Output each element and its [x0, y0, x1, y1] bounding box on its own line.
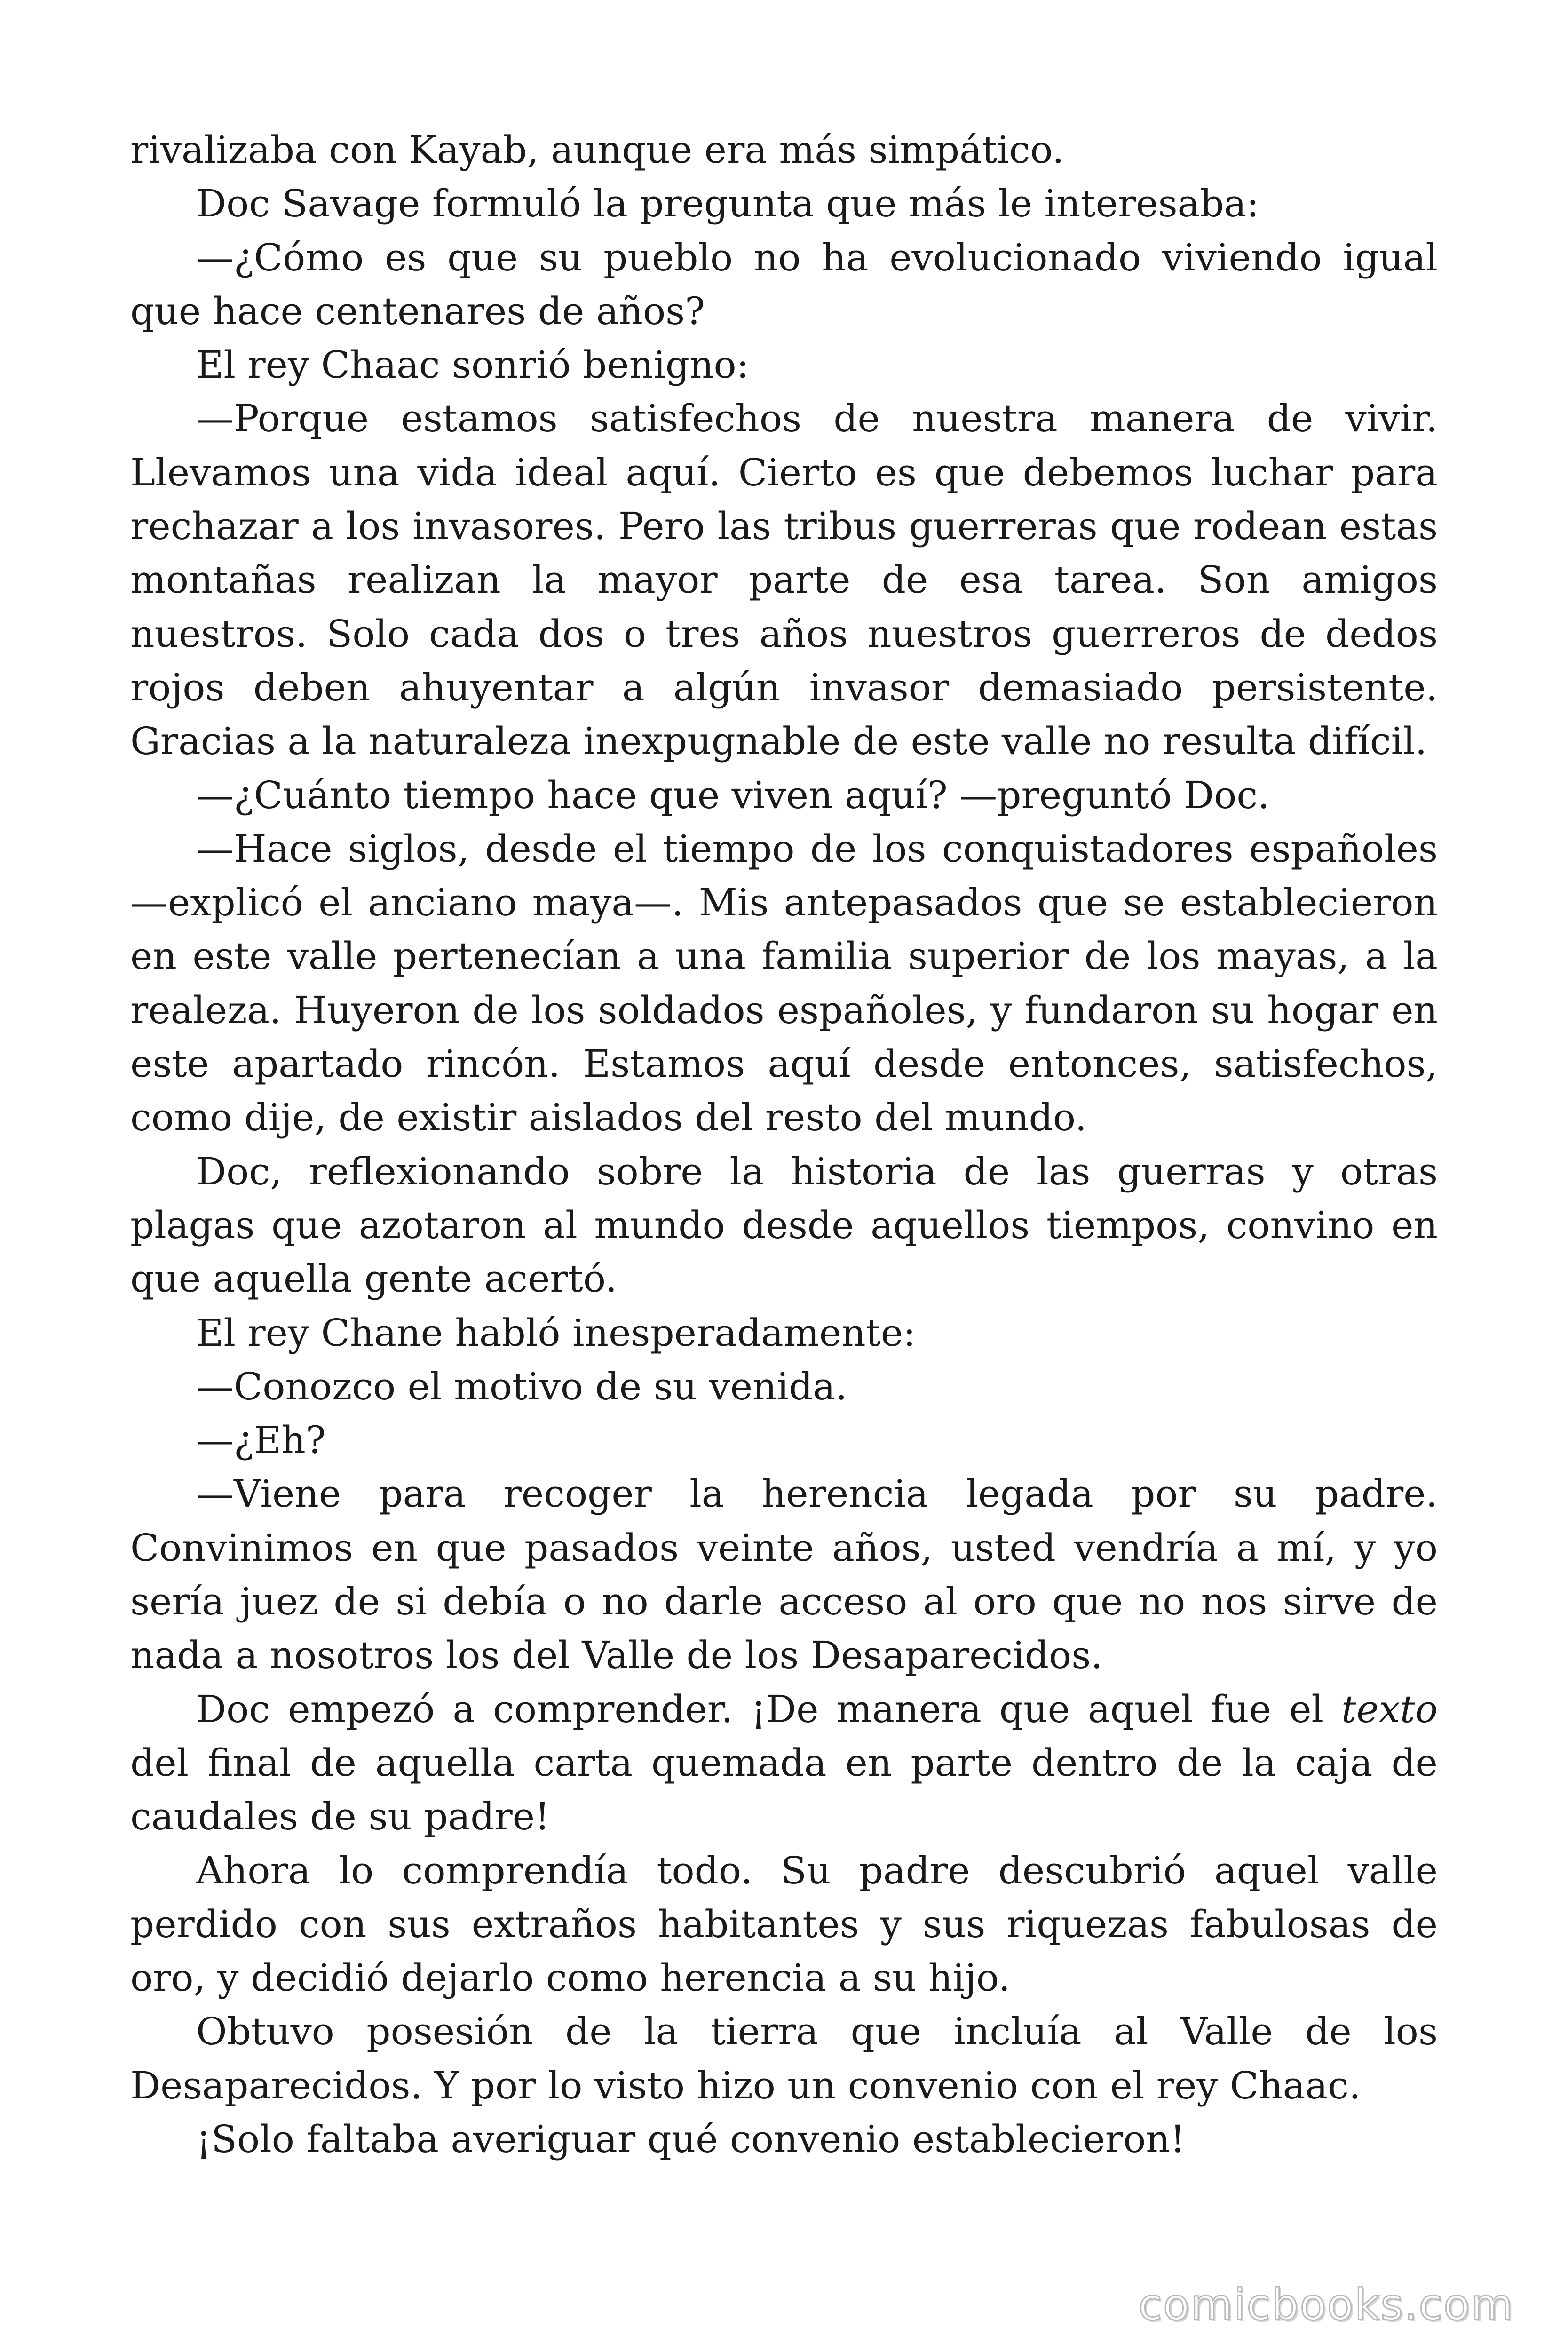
body-text — [130, 123, 1438, 2166]
paragraph-5: —Porque estamos satisfechos de nuestra manera de vivir. Llevamos una vida ideal aquí. Cierto es que debemos luchar para rechazar a los invasores. Pero las tribus guerreras que rodean estas montañas realizan la mayor parte de esa tarea. Son amigos nuestros. Solo cada dos o tres años nuestros guerreros de dedos rojos deben ahuyentar a algún invasor demasiado persistente. Gracias a la naturaleza inexpugnable de este valle no resulta difícil. — [130, 397, 1438, 763]
paragraph-1: rivalizaba con Kayab, aunque era más simpático. — [130, 128, 1064, 172]
paragraph-4: El rey Chaac sonrió benigno: — [196, 343, 749, 387]
paragraph-12: —Viene para recoger la herencia legada por su padre. Convinimos en que pasados veinte años, usted vendría a mí, y yo sería juez de si debía o no darle acceso al oro que no nos sirve de nada a nosotros los del Valle de los Desaparecidos. — [130, 1472, 1438, 1677]
paragraph-13 — [130, 1683, 1438, 1844]
paragraph-8: Doc, reflexionando sobre la historia de las guerras y otras plagas que azotaron al mundo desde aquellos tiempos, convino en que aquella gente acertó. — [130, 1149, 1438, 1301]
paragraph-6: —¿Cuánto tiempo hace que viven aquí? —preguntó Doc. — [196, 773, 1270, 817]
paragraph-9: El rey Chane habló inesperadamente: — [196, 1311, 916, 1355]
paragraph-2: Doc Savage formuló la pregunta que más le interesaba: — [196, 182, 1259, 226]
paragraph-13-after: del final de aquella carta quemada en parte dentro de la caja de caudales de su padre! — [130, 1740, 1438, 1839]
paragraph-3: —¿Cómo es que su pueblo no ha evolucionado viviendo igual que hace centenares de años? — [130, 235, 1438, 333]
paragraph-13-before: Doc empezó a comprender. ¡De manera que aquel fue el — [196, 1687, 1342, 1731]
paragraph-15: Obtuvo posesión de la tierra que incluía al Valle de los Desaparecidos. Y por lo visto hizo un convenio con el rey Chaac. — [130, 2010, 1438, 2107]
paragraph-11: —¿Eh? — [196, 1418, 326, 1462]
paragraph-16: ¡Solo faltaba averiguar qué convenio establecieron! — [196, 2117, 1185, 2161]
paragraph-14: Ahora lo comprendía todo. Su padre descubrió aquel valle perdido con sus extraños habitantes y sus riquezas fabulosas de oro, y decidió dejarlo como herencia a su hijo. — [130, 1848, 1438, 2000]
paragraph-10: —Conozco el motivo de su venida. — [196, 1364, 847, 1408]
emphasized-word: texto — [1341, 1687, 1438, 1731]
watermark-logo: comicbooks.com — [1138, 2280, 1514, 2330]
paragraph-7: —Hace siglos, desde el tiempo de los conquistadores españoles —explicó el anciano maya—. Mis antepasados que se establecieron en este valle pertenecían a una familia superior de los mayas, a la realeza. Huyeron de los soldados españoles, y fundaron su hogar en este apartado rincón. Estamos aquí desde entonces, satisfechos, como dije, de existir aislados del resto del mundo. — [130, 826, 1438, 1140]
